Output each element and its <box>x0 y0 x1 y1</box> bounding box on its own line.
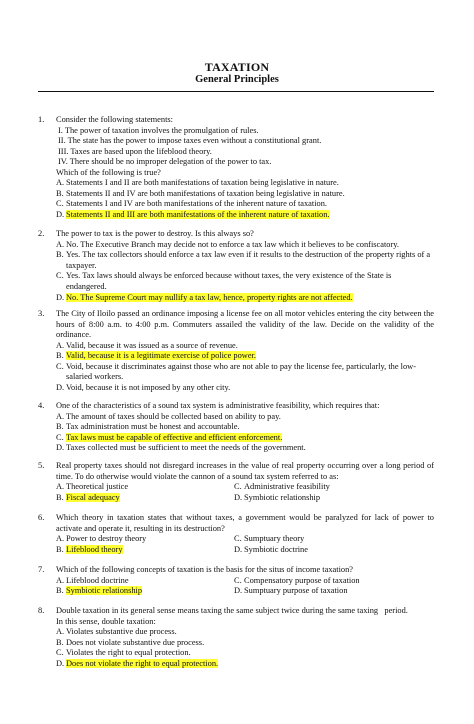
option-letter: B. <box>56 637 64 647</box>
statement: II. The state has the power to impose taxes even without a constitutional grant. <box>58 136 322 145</box>
option-letter: B. <box>56 351 64 360</box>
option-a <box>56 576 234 587</box>
option-letter: D. <box>234 544 243 554</box>
option-text: Valid, because it is a legitimate exercise of police power. <box>66 351 256 360</box>
option-c <box>234 534 434 545</box>
option-text: Sumptuary theory <box>244 534 305 543</box>
document-title: TAXATION <box>204 60 270 74</box>
question-number: 3. <box>38 309 45 318</box>
option-letter: B. <box>56 586 64 595</box>
option-letter: C. <box>234 575 242 585</box>
option-letter: A. <box>56 534 65 543</box>
question-prompt: In this sense, double taxation: <box>56 616 156 626</box>
option-letter: C. <box>56 199 64 208</box>
option-a <box>56 178 434 189</box>
option-a <box>56 627 434 638</box>
option-text: Yes. Tax laws should always be enforced because without taxes, the very existence of the State is endangered. <box>66 271 392 291</box>
option-b-answer <box>56 351 434 362</box>
question-stem: Consider the following statements: <box>56 115 174 124</box>
option-letter: D. <box>56 658 65 668</box>
question-2 <box>38 229 434 304</box>
option-text: Administrative feasibility <box>244 482 330 491</box>
option-letter: B. <box>56 422 64 431</box>
option-letter: D. <box>56 293 65 302</box>
question-number: 5. <box>38 461 45 470</box>
option-letter: A. <box>56 239 65 249</box>
statement: III. Taxes are based upon the lifeblood theory. <box>58 146 212 156</box>
question-stem: The power to tax is the power to destroy. Is this always so? <box>56 229 254 238</box>
option-letter: C. <box>234 482 242 491</box>
option-d <box>234 493 434 504</box>
option-text: Violates substantive due process. <box>66 627 177 636</box>
option-text: Void, because it discriminates against those who are not able to pay the license fee, particularly, the low-salaried workers. <box>66 361 417 381</box>
option-c <box>56 271 434 292</box>
statement: IV. There should be no improper delegation of the power to tax. <box>58 157 272 166</box>
option-letter: A. <box>56 627 65 636</box>
option-d-answer <box>56 659 434 670</box>
question-stem: One of the characteristics of a sound tax system is administrative feasibility, which requires that: <box>56 401 380 410</box>
option-a <box>56 341 434 352</box>
option-b <box>56 189 434 200</box>
option-text: Yes. The tax collectors should enforce a tax law even if it results to the destruction of the property rights of a taxpayer. <box>66 250 431 270</box>
document-subtitle: General Principles <box>195 74 279 85</box>
option-text: The amount of taxes should be collected based on ability to pay. <box>66 411 281 421</box>
option-text: Lifeblood theory <box>66 544 123 554</box>
option-b <box>56 422 434 433</box>
option-text: Violates the right to equal protection. <box>66 648 191 657</box>
option-text: Void, because it is not imposed by any other city. <box>66 382 231 392</box>
option-letter: B. <box>56 492 64 502</box>
option-text: Statements II and IV are both manifestations of taxation being legislative in nature. <box>66 188 345 198</box>
option-text: Symbiotic relationship <box>244 492 321 502</box>
option-text: Fiscal adequacy <box>66 492 120 502</box>
option-letter: C. <box>234 534 242 543</box>
option-c-answer <box>56 433 434 444</box>
option-c <box>56 648 434 659</box>
option-text: No. The Supreme Court may nullify a tax law, hence, property rights are not affected. <box>66 293 353 302</box>
option-text: Sumptuary purpose of taxation <box>244 586 348 595</box>
option-text: Statements I and IV are both manifestations of the inherent nature of taxation. <box>66 199 328 208</box>
option-letter: D. <box>56 443 65 452</box>
question-stem: Double taxation in its general sense means taxing the same subject twice during the same taxing period. <box>56 606 408 615</box>
option-letter: B. <box>56 544 64 554</box>
option-d-answer <box>56 293 434 304</box>
options-grid <box>56 534 434 555</box>
option-text: Tax laws must be capable of effective and efficient enforcement. <box>66 432 283 442</box>
option-text: Power to destroy theory <box>66 534 147 543</box>
question-number: 2. <box>38 229 45 238</box>
header-divider <box>38 91 434 92</box>
option-b <box>56 250 434 271</box>
option-letter: A. <box>56 575 65 585</box>
question-stem: The City of Iloilo passed an ordinance imposing a license fee on all motor vehicles entering the city between the hours of 8:00 a.m. to 4:00 p.m. Commuters assailed the validity of the law. Decide on the validity of the ordinance. <box>56 309 434 339</box>
options-grid <box>56 482 434 503</box>
option-text: Lifeblood doctrine <box>66 575 129 585</box>
option-text: Compensatory purpose of taxation <box>244 575 360 585</box>
option-letter: A. <box>56 178 65 187</box>
option-c <box>56 199 434 210</box>
option-letter: C. <box>56 361 64 371</box>
option-a <box>56 534 234 545</box>
question-number: 8. <box>38 606 45 615</box>
option-text: No. The Executive Branch may decide not to enforce a tax law which it believes to be confiscatory. <box>66 239 400 249</box>
option-d-answer <box>56 210 434 221</box>
question-stem: Which of the following concepts of taxation is the basis for the situs of income taxation? <box>56 565 354 574</box>
question-6 <box>38 513 434 555</box>
option-letter: D. <box>234 586 243 595</box>
option-letter: B. <box>56 188 64 198</box>
question-number: 6. <box>38 513 45 522</box>
question-number: 4. <box>38 401 45 410</box>
option-b-answer <box>56 586 234 597</box>
option-letter: C. <box>56 432 64 442</box>
option-text: Symbiotic doctrine <box>244 544 308 554</box>
option-text: Does not violate substantive due process. <box>66 637 205 647</box>
question-prompt: Which of the following is true? <box>56 167 161 177</box>
option-text: Does not violate the right to equal protection. <box>66 658 219 668</box>
option-c <box>234 482 434 493</box>
option-b <box>56 638 434 649</box>
option-a <box>56 482 234 493</box>
option-letter: A. <box>56 340 65 350</box>
option-text: Tax administration must be honest and accountable. <box>66 422 240 431</box>
option-c <box>234 576 434 587</box>
option-c <box>56 362 434 383</box>
option-letter: D. <box>234 492 243 502</box>
question-1 <box>38 115 434 220</box>
option-letter: A. <box>56 482 65 491</box>
question-stem: Which theory in taxation states that without taxes, a government would be paralyzed for lack of power to activate and operate it, resulting in its destruction? <box>56 513 434 533</box>
option-b-answer <box>56 545 234 556</box>
statement: I. The power of taxation involves the promulgation of rules. <box>58 125 259 135</box>
option-d <box>234 545 434 556</box>
option-d <box>56 443 434 454</box>
option-text: Taxes collected must be sufficient to meet the needs of the government. <box>66 443 306 452</box>
question-8 <box>38 606 434 669</box>
option-text: Statements II and III are both manifestations of the inherent nature of taxation. <box>66 209 330 219</box>
option-letter: C. <box>56 648 64 657</box>
option-text: Theoretical justice <box>66 482 129 491</box>
option-b-answer <box>56 493 234 504</box>
question-number: 1. <box>38 115 45 124</box>
option-text: Valid, because it was issued as a source of revenue. <box>66 340 238 350</box>
question-3 <box>38 309 434 393</box>
option-letter: B. <box>56 250 64 259</box>
question-4 <box>38 401 434 454</box>
question-7 <box>38 565 434 597</box>
option-letter: D. <box>56 209 65 219</box>
option-letter: A. <box>56 411 65 421</box>
option-letter: C. <box>56 271 64 280</box>
option-text: Statements I and II are both manifestations of taxation being legislative in nature. <box>66 178 339 187</box>
question-stem: Real property taxes should not disregard increases in the value of real property occurring over a long period of time. To do otherwise would violate the cannon of a sound tax system referred to as: <box>56 461 434 481</box>
option-text: Symbiotic relationship <box>66 586 143 595</box>
option-letter: D. <box>56 382 65 392</box>
option-d <box>234 586 434 597</box>
options-grid <box>56 576 434 597</box>
question-number: 7. <box>38 565 45 574</box>
option-d <box>56 383 434 394</box>
question-5 <box>38 461 434 503</box>
option-a <box>56 240 434 251</box>
option-a <box>56 412 434 423</box>
